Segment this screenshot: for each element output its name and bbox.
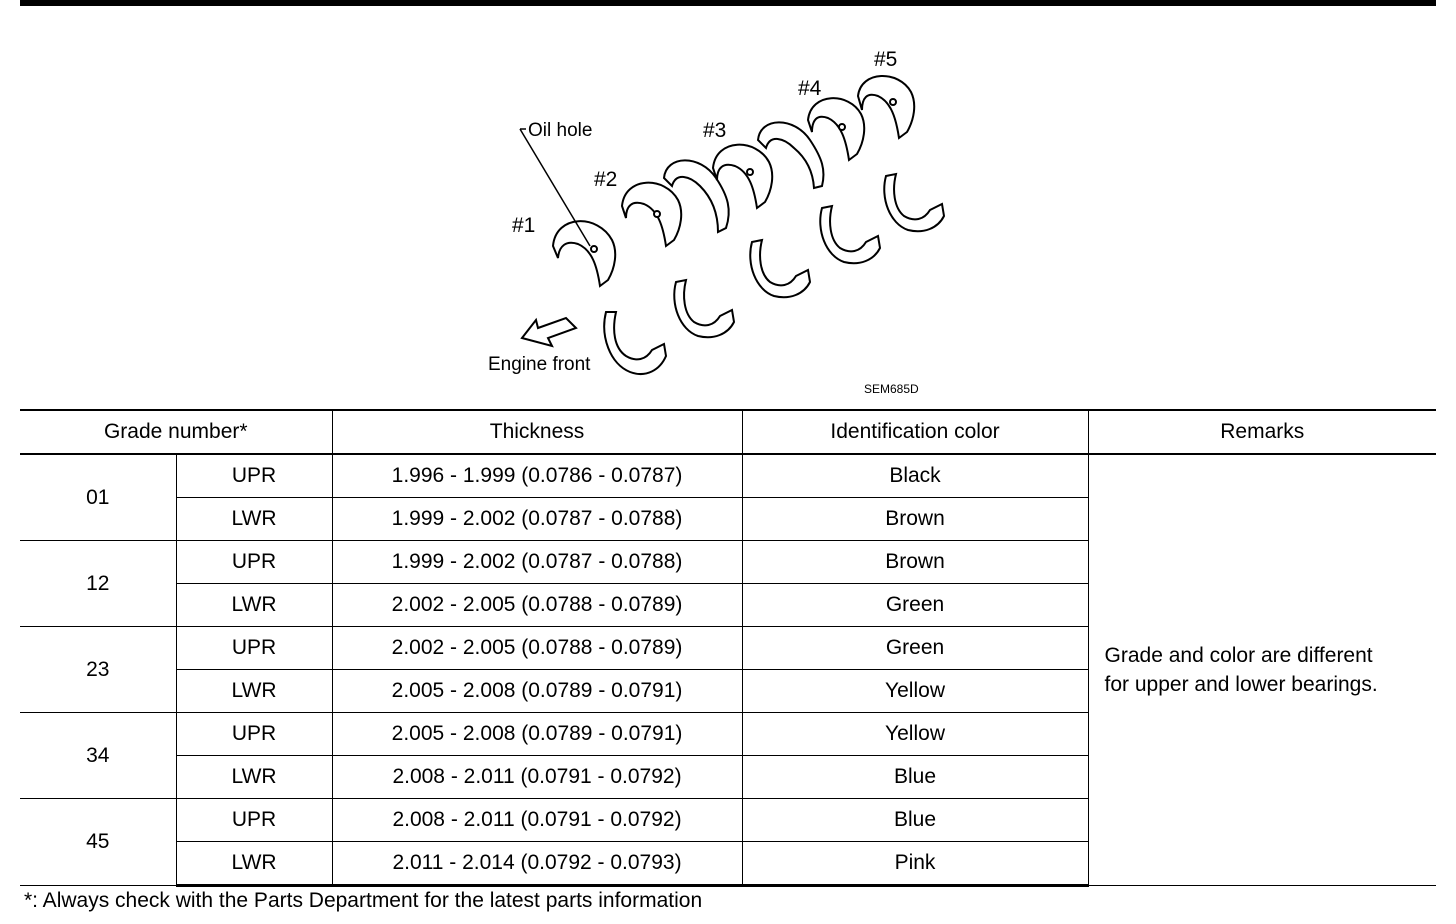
header-thickness: Thickness	[332, 410, 742, 454]
bearing-diagram	[0, 0, 1456, 408]
thickness-cell: 2.008 - 2.011 (0.0791 - 0.0792)	[332, 799, 742, 842]
bearing-3-label: #3	[703, 119, 727, 142]
upper-bearing-2	[622, 183, 681, 246]
bearing-4-label: #4	[798, 77, 822, 100]
bearing-grade-table	[20, 409, 1436, 887]
bearing-illustration	[0, 0, 1456, 408]
position-cell: LWR	[176, 842, 332, 886]
position-cell: LWR	[176, 584, 332, 627]
thickness-cell: 1.999 - 2.002 (0.0787 - 0.0788)	[332, 541, 742, 584]
thickness-cell: 1.996 - 1.999 (0.0786 - 0.0787)	[332, 454, 742, 498]
color-cell: Green	[742, 584, 1088, 627]
table-row	[20, 454, 1436, 498]
position-cell: UPR	[176, 799, 332, 842]
lower-bearing-3	[750, 240, 810, 297]
upper-bearing-5	[858, 76, 914, 138]
color-cell: Blue	[742, 756, 1088, 799]
thickness-cell: 2.011 - 2.014 (0.0792 - 0.0793)	[332, 842, 742, 886]
lower-bearing-1	[604, 312, 666, 374]
lower-bearing-4	[820, 206, 880, 263]
footnote: *: Always check with the Parts Department for the latest parts information	[24, 889, 703, 912]
position-cell: UPR	[176, 541, 332, 584]
table-header-row	[20, 410, 1436, 454]
position-cell: LWR	[176, 756, 332, 799]
remarks-line-1: Grade and color are different	[1104, 644, 1373, 667]
grade-cell: 23	[20, 627, 176, 713]
color-cell: Pink	[742, 842, 1088, 886]
remarks-line-2: for upper and lower bearings.	[1104, 673, 1378, 696]
position-cell: UPR	[176, 713, 332, 756]
thickness-cell: 2.005 - 2.008 (0.0789 - 0.0791)	[332, 670, 742, 713]
grade-cell: 12	[20, 541, 176, 627]
thickness-cell: 1.999 - 2.002 (0.0787 - 0.0788)	[332, 498, 742, 541]
position-cell: UPR	[176, 454, 332, 498]
lower-bearing-5	[884, 174, 944, 231]
bearing-1-label: #1	[512, 214, 536, 237]
position-cell: LWR	[176, 670, 332, 713]
header-remarks: Remarks	[1088, 410, 1436, 454]
thickness-cell: 2.005 - 2.008 (0.0789 - 0.0791)	[332, 713, 742, 756]
upper-bearing-1	[553, 221, 615, 286]
engine-front-arrow	[522, 318, 576, 346]
color-cell: Blue	[742, 799, 1088, 842]
bearing-2-label: #2	[594, 168, 618, 191]
header-grade-number: Grade number*	[20, 410, 332, 454]
position-cell: UPR	[176, 627, 332, 670]
lower-bearing-2	[674, 280, 734, 337]
header-identification-color: Identification color	[742, 410, 1088, 454]
color-cell: Brown	[742, 498, 1088, 541]
grade-cell: 34	[20, 713, 176, 799]
grade-cell: 45	[20, 799, 176, 886]
oil-hole-label: Oil hole	[528, 120, 593, 141]
color-cell: Brown	[742, 541, 1088, 584]
color-cell: Black	[742, 454, 1088, 498]
color-cell: Yellow	[742, 713, 1088, 756]
thickness-cell: 2.002 - 2.005 (0.0788 - 0.0789)	[332, 584, 742, 627]
remarks-cell	[1088, 454, 1436, 886]
color-cell: Yellow	[742, 670, 1088, 713]
position-cell: LWR	[176, 498, 332, 541]
figure-code: SEM685D	[864, 382, 919, 396]
thickness-cell: 2.008 - 2.011 (0.0791 - 0.0792)	[332, 756, 742, 799]
engine-front-label: Engine front	[488, 354, 591, 375]
grade-cell: 01	[20, 454, 176, 541]
color-cell: Green	[742, 627, 1088, 670]
thickness-cell: 2.002 - 2.005 (0.0788 - 0.0789)	[332, 627, 742, 670]
bearing-5-label: #5	[874, 48, 898, 71]
